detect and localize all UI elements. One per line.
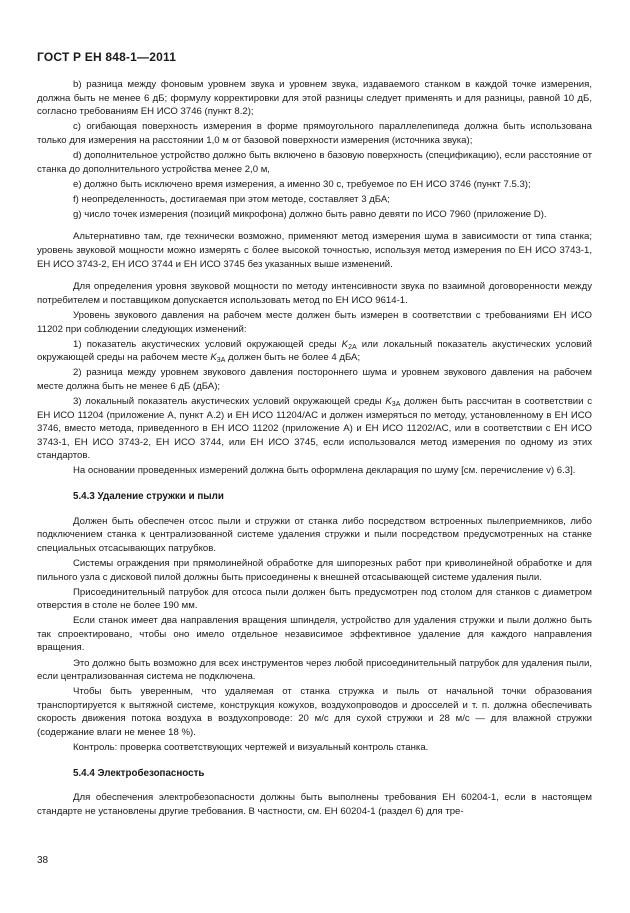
paragraph: c) огибающая поверхность измерения в форме прямоугольного параллелепипеда должна быть использована только для измерения на расстоянии 1,0 м от базовой поверхности измерения (источника звука);	[37, 121, 592, 146]
subscript: 2A	[348, 343, 357, 351]
subscript: 3A	[391, 400, 401, 408]
paragraph: Для обеспечения электробезопасности должны быть выполнены требования ЕН 60204-1, если в настоящем стандарте не установлены другие требования. В частности, см. ЕН 60204-1 (раздел 6) для тре-	[37, 792, 592, 817]
text-run: 1) показатель акустических условий окружающей среды	[73, 338, 342, 350]
page-number: 38	[37, 855, 49, 866]
text-run: или локальный показатель акустических условий окружающей среды на рабочем месте	[37, 338, 592, 364]
paragraph	[37, 395, 592, 463]
paragraph: Для определения уровня звуковой мощности по методу интенсивности звука по взаимной договоренности между потребителем и поставщиком допускается использовать метод по ЕН ИСО 9614-1.	[37, 281, 592, 306]
paragraph: d) дополнительное устройство должно быть включено в базовую поверхность (спецификацию), если расстояние от станка до дополнительного устройства менее 2,0 м,	[37, 149, 592, 175]
paragraph: Альтернативно там, где технически возможно, применяют метод измерения шума в зависимости от типа станка; уровень звуковой мощности можно измерять с более высокой точностью, используя метод измерения по ЕН ИСО 3743-1, ЕН ИСО 3743-2, ЕН ИСО 3744 и ЕН ИСО 3745 без указанных выше изменений.	[37, 231, 592, 270]
paragraph: g) число точек измерения (позиций микрофона) должно быть равно девяти по ИСО 7960 (приложение D).	[73, 208, 547, 220]
symbol: K	[210, 352, 217, 364]
document-body	[37, 78, 592, 820]
paragraph: Контроль: проверка соответствующих чертежей и визуальный контроль станка.	[73, 742, 429, 754]
paragraph: Чтобы быть уверенным, что удаляемая от станка стружка и пыль от начальной точки образования транспортируется к вытяжной системе, конструкция кожухов, воздухопроводов и дросселей и т. п. должна обеспечивать скорость движения потока воздуха в воздухопроводе: 20 м/с для сухой стружки и 28 м/с — для влажной стружки (содержание влаги не менее 18 %).	[37, 686, 592, 739]
text-run: 3) локальный показатель акустических условий окружающей среды	[73, 395, 386, 407]
section-heading: 5.4.4 Электробезопасность	[73, 767, 205, 779]
paragraph: Системы ограждения при прямолинейной обработке для шипорезных работ при криволинейной обработке и для пильного узла с дисковой пилой должны быть присоединены к внешней отсасывающей системе удаления пыли.	[37, 557, 592, 583]
paragraph: На основании проведенных измерений должна быть оформлена декларация по шуму [см. перечисление v) 6.3].	[73, 465, 576, 477]
paragraph: b) разница между фоновым уровнем звука и уровнем звука, издаваемого станком в каждой точке измерения, должна быть не менее 6 дБ; формулу корректировки для этой разницы следует применять и для разницы, равной 10 дБ, согласно требованиям ЕН ИСО 3746 (пункт 8.2);	[37, 79, 592, 118]
section-heading: 5.4.3 Удаление стружки и пыли	[73, 491, 224, 503]
text-run: должен быть рассчитан в соответствии с ЕН ИСО 11204 (приложение А, пункт А.2) и ЕН ИСО 11204/AC и должен измеряться по методу, установленному в ЕН ИСО 3746, вместо метода, приведенного в ЕН ИСО 11202 (приложение А) и ЕН ИСО 11202/AC, или в соответствии с ЕН ИСО 3743-1, ЕН ИСО 3743-2, ЕН ИСО 3744, или ЕН ИСО 3745, если использовался метод измерения по одному из этих стандартов.	[37, 395, 592, 462]
paragraph: 2) разница между уровнем звукового давления постороннего шума и уровнем звукового давления на рабочем месте должна быть не менее 6 дБ (дБА);	[37, 367, 592, 392]
paragraph: Если станок имеет два направления вращения шпинделя, устройство для удаления стружки и пыли должно быть так спроектировано, чтобы оно имело отдельное независимое эффективное удаление для каждого направления вращения.	[37, 615, 592, 654]
symbol: K	[385, 395, 392, 407]
paragraph: Это должно быть возможно для всех инструментов через любой присоединительный патрубок для удаления пыли, если централизованная система не подключена.	[37, 657, 592, 683]
paragraph: Присоединительный патрубок для отсоса пыли должен быть предусмотрен под столом для станков с диаметром отверстия в столе не более 190 мм.	[37, 586, 592, 612]
symbol: K	[341, 338, 349, 350]
subscript: 3A	[216, 357, 226, 365]
document-header: ГОСТ Р ЕН 848-1—2011	[37, 50, 177, 64]
paragraph	[37, 338, 592, 365]
paragraph: Должен быть обеспечен отсос пыли и стружки от станка либо посредством встроенных пылеприемников, либо подключением станка к централизованной системе удаления стружки и пыли посредством предусмотренных на станке специальных отсасывающих патрубков.	[37, 515, 592, 554]
paragraph: e) должно быть исключено время измерения, а именно 30 с, требуемое по ЕН ИСО 3746 (пункт 7.5.3);	[73, 178, 531, 190]
paragraph: Уровень звукового давления на рабочем месте должен быть измерен в соответствии с требованиями ЕН ИСО 11202 при соблюдении следующих изменений:	[37, 309, 592, 335]
text-run: должен быть не более 4 дБА;	[225, 352, 361, 364]
paragraph: f) неопределенность, достигаемая при этом методе, составляет 3 дБА;	[73, 193, 390, 205]
